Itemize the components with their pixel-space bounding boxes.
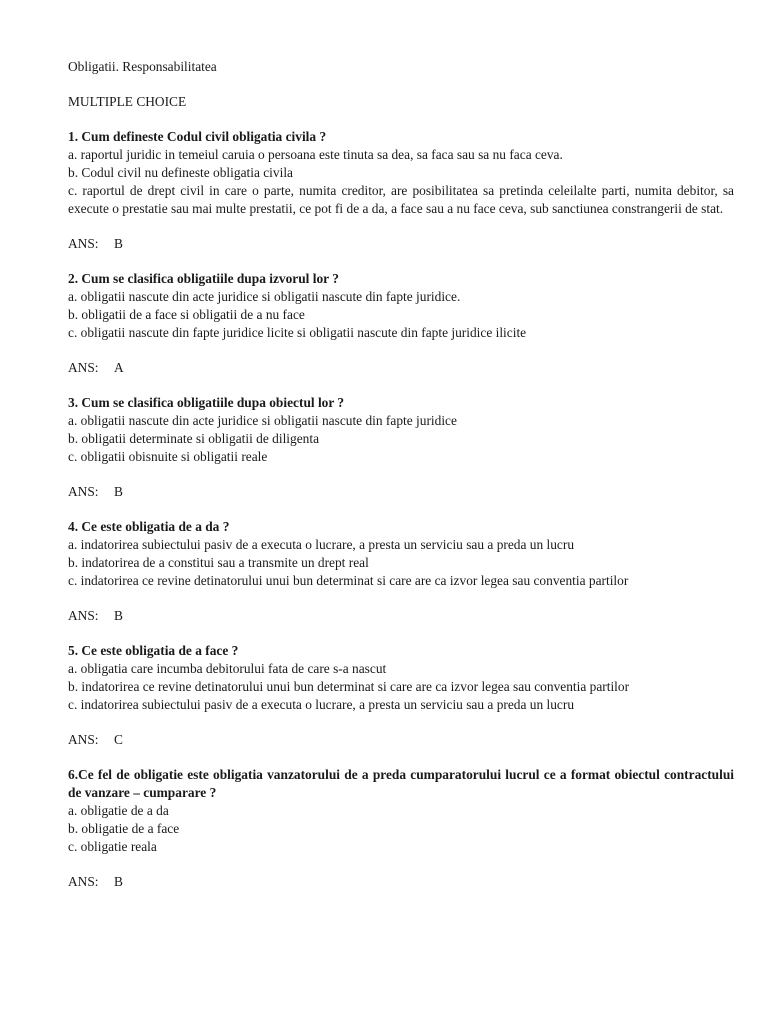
question-text: 2. Cum se clasifica obligatiile dupa izvorul lor ?: [68, 271, 339, 286]
answer-line: [68, 483, 734, 501]
question-text: 3. Cum se clasifica obligatiile dupa obiectul lor ?: [68, 395, 345, 410]
answer-label: ANS:: [68, 874, 99, 889]
option-a: a. obligatii nascute din acte juridice si obligatii nascute din fapte juridice: [68, 413, 457, 428]
option-c: c. obligatie reala: [68, 839, 157, 854]
answer-label: ANS:: [68, 360, 99, 375]
option-b: b. indatorirea de a constitui sau a transmite un drept real: [68, 555, 369, 570]
option-a: a. raportul juridic in temeiul caruia o persoana este tinuta sa dea, sa faca sau sa nu faca ceva.: [68, 147, 563, 162]
question-text: 6.Ce fel de obligatie este obligatia vanzatorului de a preda cumparatorului lucrul ce a format obiectul contractului de vanzare – cumparare ?: [68, 767, 734, 800]
question-block: [68, 270, 734, 377]
answer-label: ANS:: [68, 608, 99, 623]
answer-label: ANS:: [68, 484, 99, 499]
answer-label: ANS:: [68, 236, 99, 251]
option-a: a. indatorirea subiectului pasiv de a executa o lucrare, a presta un serviciu sau a preda un lucru: [68, 537, 575, 552]
answer-value: A: [114, 360, 124, 375]
document-title: Obligatii. Responsabilitatea: [68, 59, 217, 74]
option-b: b. Codul civil nu defineste obligatia civila: [68, 165, 293, 180]
answer-line: [68, 607, 734, 625]
question-text: 1. Cum defineste Codul civil obligatia civila ?: [68, 129, 327, 144]
option-b: b. obligatii de a face si obligatii de a nu face: [68, 307, 305, 322]
option-a: a. obligatie de a da: [68, 803, 169, 818]
document-body: [68, 58, 734, 908]
answer-value: B: [114, 608, 123, 623]
option-b: b. obligatii determinate si obligatii de diligenta: [68, 431, 320, 446]
answer-line: [68, 359, 734, 377]
answer-line: [68, 731, 734, 749]
answer-line: [68, 873, 734, 891]
option-c: c. indatorirea subiectului pasiv de a executa o lucrare, a presta un serviciu sau a preda un lucru: [68, 697, 575, 712]
option-c: c. raportul de drept civil in care o parte, numita creditor, are posibilitatea sa pretinda celeilalte parti, numita debitor, sa execute o prestatie sau mai multe prestatii, ce pot fi de a da, a face sau a nu face ceva, sub sanctiunea constrangerii de stat.: [68, 183, 734, 216]
question-block: [68, 642, 734, 749]
option-c: c. obligatii obisnuite si obligatii reale: [68, 449, 268, 464]
answer-label: ANS:: [68, 732, 99, 747]
option-b: b. indatorirea ce revine detinatorului unui bun determinat si care are ca izvor legea sau conventia partilor: [68, 679, 630, 694]
option-a: a. obligatii nascute din acte juridice si obligatii nascute din fapte juridice.: [68, 289, 461, 304]
question-block: [68, 766, 734, 891]
question-block: [68, 128, 734, 253]
section-title: MULTIPLE CHOICE: [68, 94, 187, 109]
answer-value: C: [114, 732, 123, 747]
option-c: c. indatorirea ce revine detinatorului unui bun determinat si care are ca izvor legea sau conventia partilor: [68, 573, 629, 588]
answer-value: B: [114, 874, 123, 889]
question-block: [68, 518, 734, 625]
question-block: [68, 394, 734, 501]
answer-value: B: [114, 236, 123, 251]
option-c: c. obligatii nascute din fapte juridice licite si obligatii nascute din fapte juridice ilicite: [68, 325, 527, 340]
option-a: a. obligatia care incumba debitorului fata de care s-a nascut: [68, 661, 387, 676]
answer-value: B: [114, 484, 123, 499]
question-text: 4. Ce este obligatia de a da ?: [68, 519, 230, 534]
question-text: 5. Ce este obligatia de a face ?: [68, 643, 239, 658]
option-b: b. obligatie de a face: [68, 821, 180, 836]
answer-line: [68, 235, 734, 253]
